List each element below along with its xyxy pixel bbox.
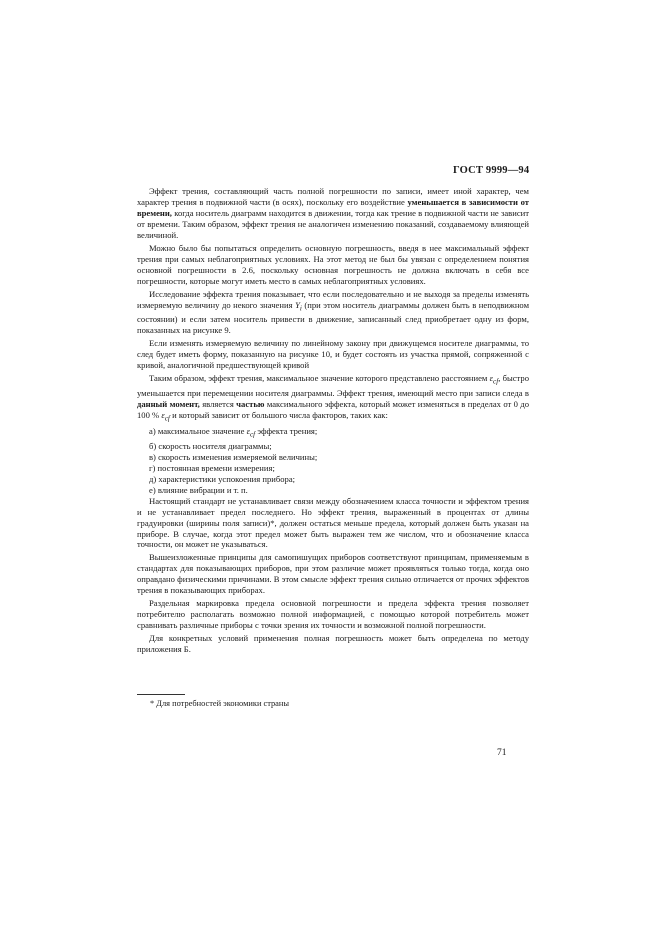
list-item: е) влияние вибрации и т. п. xyxy=(149,484,248,495)
paragraph-2: Можно было бы попытаться определить основную погрешность, введя в нее максимальный эффект трения при самых неблагоприятных условиях. На этот метод не был бы увязан с определением понятия основной погрешности в 2.6, поскольку основная погрешность не должна включать в себя все погрешности, которые могут иметь место в самых неблагоприятных условиях. xyxy=(137,242,529,286)
paragraph-7: Вышеизложенные принципы для самопишущих приборов соответствуют принципам, применяемым в стандартах для показывающих приборов, при этом различие может проявляться только тогда, когда оно оправдано физическими причинами. В этом смысле эффект трения сильно отличается от прочих эффектов трения в показывающих приборах. xyxy=(137,552,529,596)
paragraph-4: Если изменять измеряемую величину по линейному закону при движущемся носителе диаграммы, то след будет иметь форму, показанную на рисунке 10, и будет состоять из участка прямой, сопряженной с кривой, аналогичной предшествующей кривой xyxy=(137,338,529,371)
paragraph-6: Настоящий стандарт не устанавливает связи между обозначением класса точности и эффектом трения и не устанавливает предел последнего. Но эффект трения, выраженный в процентах от длины градуировки (ширины поля записи)*, должен остаться меньше предела, который должен быть указан на приборе. В случае, когда этот предел может быть выражен тем же числом, что и обозначение класса точности, он может не указываться. xyxy=(137,495,529,550)
list-item: в) скорость изменения измеряемой величины; xyxy=(149,451,318,462)
paragraph-9: Для конкретных условий применения полная погрешность может быть определена по методу приложения Б. xyxy=(137,633,529,655)
list-item: а) максимальное значение $\varepsilon_{cf}$ эффекта трения; xyxy=(149,426,318,439)
document-body xyxy=(137,186,529,657)
paragraph-5: Таким образом, эффект трения, максимальное значение которого представлено расстоянием $\varepsilon_{cf}$, быстро уменьшается при перемещении носителя диаграммы. Эффект трения, имеющий место при записи следа в данный момент, является частью максимального эффекта, который может изменяться в пределах от 0 до 100 % $\varepsilon_{cf}$ и который зависит от большого числа факторов, таких как: xyxy=(137,372,529,423)
list-item: г) постоянная времени измерения; xyxy=(149,462,275,473)
page-number: 71 xyxy=(497,748,507,758)
footnote-separator xyxy=(137,694,185,695)
list-item: б) скорость носителя диаграммы; xyxy=(149,440,272,451)
paragraph-1: Эффект трения, составляющий часть полной погрешности по записи, имеет иной характер, чем характер трения в подвижной части (в осях), поскольку его воздействие уменьшается в зависимости от времени, когда носитель диаграмм находится в движении, тогда как трение в подвижной части не зависит от времени. Таким образом, эффект трения не аналогичен изменению показаний, создаваемому влияющей величиной. xyxy=(137,186,529,240)
paragraph-3: Исследование эффекта трения показывает, что если последовательно и не выходя за пределы изменять измеряемую величину до некого значения $Y_i$ (при этом носитель диаграммы должен быть в неподвижном состоянии) и если затем носитель привести в движение, записанный след приобретает одну из форм, показанных на рисунке 9. xyxy=(137,288,530,336)
footnote: * Для потребностей экономики страны xyxy=(150,699,290,708)
document-header: ГОСТ 9999—94 xyxy=(453,165,530,176)
list-item: д) характеристики успокоения прибора; xyxy=(149,473,296,484)
paragraph-8: Раздельная маркировка предела основной погрешности и предела эффекта трения позволяет потребителю располагать возможно полной информацией, с помощью которой потребитель может сравнивать различные приборы с точки зрения их точности и возможной полной погрешности. xyxy=(137,598,529,631)
